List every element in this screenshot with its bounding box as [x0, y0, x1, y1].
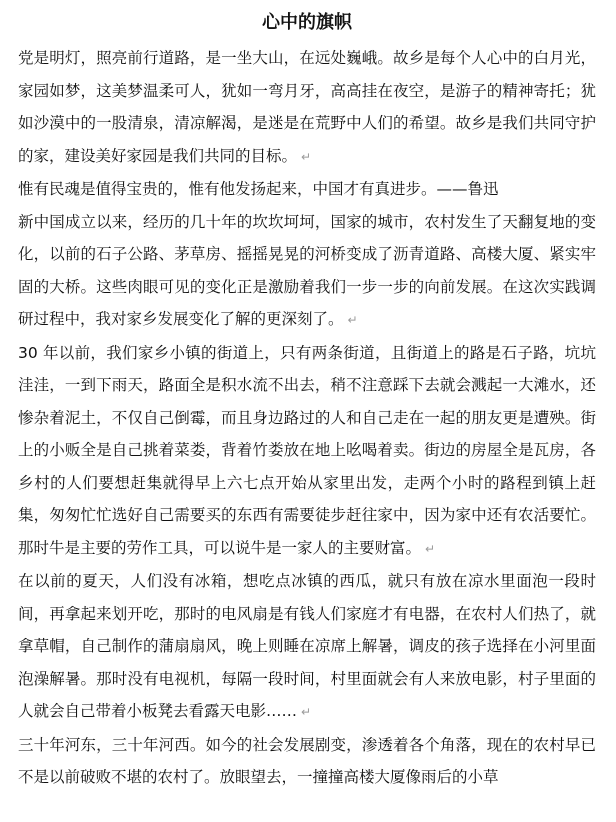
paragraph-3 — [18, 206, 596, 337]
paragraph-6-text: 三十年河东，三十年河西。如今的社会发展剧变，渗透着各个角落，现在的农村早已不是以前破败不堪的农村了。放眼望去，一撞撞高楼大厦像雨后的小草 — [18, 735, 596, 786]
paragraph-1 — [18, 42, 596, 173]
paragraph-3-text: 新中国成立以来，经历的几十年的坎坎坷坷，国家的城市，农村发生了天翻复地的变化，以前的石子公路、茅草房、摇摇晃晃的河桥变成了沥青道路、高楼大厦、紧实牢固的大桥。这些肉眼可见的变化正是激励着我们一步一步的向前发展。在这次实践调研过程中，我对家乡发展变化了解的更深刻了。 — [18, 212, 596, 328]
paragraph-mark-icon: ↵ — [425, 541, 436, 556]
document-title: 心中的旗帜 — [262, 12, 352, 33]
paragraph-2-text: 惟有民魂是值得宝贵的，惟有他发扬起来，中国才有真进步。——鲁迅 — [18, 180, 499, 198]
paragraph-mark-icon: ↵ — [301, 149, 312, 164]
paragraph-mark-icon: ↵ — [347, 313, 358, 327]
paragraph-4-text: 30 年以前，我们家乡小镇的街道上，只有两条街道，且街道上的路是石子路，坑坑洼洼，一到下雨天，路面全是积水流不出去，稍不注意踩下去就会溅起一大滩水，还惨杂着泥土，不仅自己倒霉，而且身边路过的人和自己走在一起的朋友更是遭殃。街上的小贩全是自己挑着菜娄，背着竹娄放在地上吆喝着卖。街边的房屋全是瓦房，各乡村的人们要想赶集就得早上六七点开始从家里出发，走两个小时的路程到镇上赶集，匆匆忙忙选好自己需要买的东西有需要徒步赶往家中，因为家中还有农活要忙。那时牛是主要的劳作工具，可以说牛是一家人的主要财富。 — [18, 343, 596, 557]
paragraph-4 — [18, 337, 596, 566]
paragraph-6 — [18, 729, 596, 794]
paragraph-1-text: 党是明灯，照亮前行道路，是一坐大山，在远处巍峨。故乡是每个人心中的白月光，家园如梦，这美梦温柔可人，犹如一弯月牙，高高挂在夜空，是游子的精神寄托；犹如沙漠中的一股清泉，清凉解渴，是迷是在荒野中人们的希望。故乡是我们共同守护的家，建设美好家园是我们共同的目标。 — [18, 49, 596, 165]
paragraph-2 — [18, 173, 596, 206]
paragraph-5-text: 在以前的夏天，人们没有冰箱，想吃点冰镇的西瓜，就只有放在凉水里面泡一段时间，再拿起来划开吃，那时的电风扇是有钱人们家庭才有电器，在农村人们热了，就拿草帽，自己制作的蒲扇扇风，晚上则睡在凉席上解暑，调皮的孩子选择在小河里面泡澡解暑。那时没有电视机，每隔一段时间，村里面就会有人来放电影，村子里面的人就会自己带着小板凳去看露天电影…… — [18, 572, 596, 720]
paragraph-5 — [18, 565, 596, 729]
paragraph-mark-icon: ↵ — [301, 705, 312, 719]
